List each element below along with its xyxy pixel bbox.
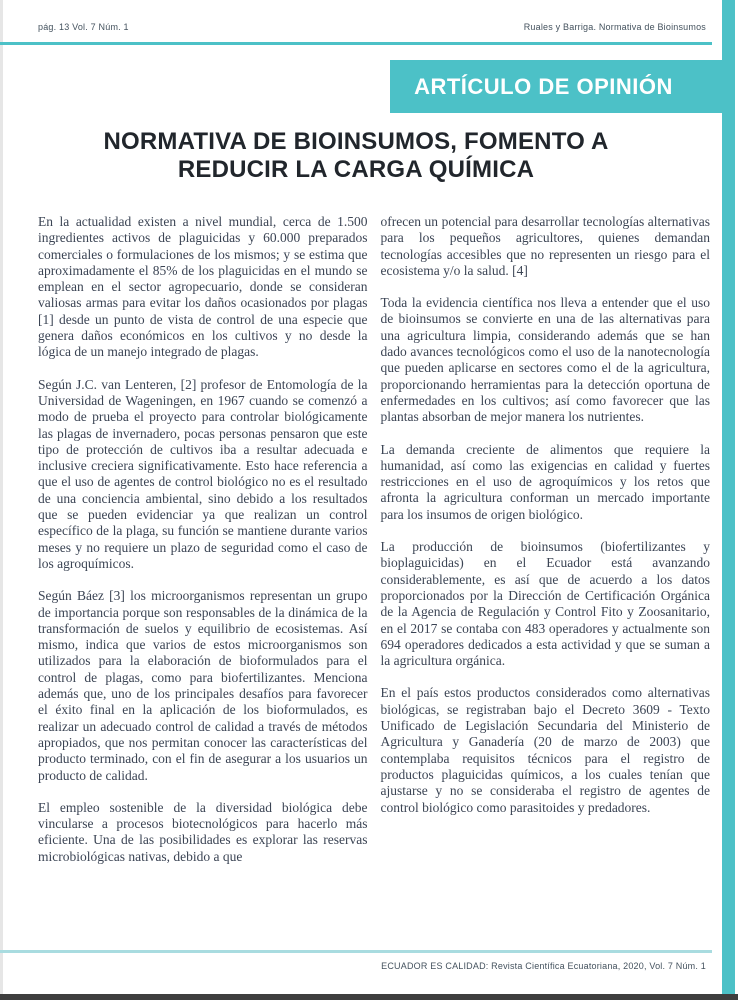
paragraph: El empleo sostenible de la diversidad biológica debe vincularse a procesos biotecnológicos para hacerlo más eficiente. Una de las posibilidades es explorar las reservas microbiológicas nativas, debido a que — [38, 799, 368, 864]
paragraph: Según J.C. van Lenteren, [2] profesor de Entomología de la Universidad de Wageningen, en 1967 cuando se comenzó a modo de prueba el proyecto para controlar biológicamente las plagas de invernadero, pocas personas pensaron que este tipo de protección de cultivos iba a resultar adecuada e inclusive creciera significativamente. Esto hace referencia a que el uso de agentes de control biológico no es el resultado de una conciencia ambiental, sino debido a los resultados que se pueden evidenciar ya que realizan un control específico de la plaga, su función se mantiene durante varios meses y no requiere un plazo de seguridad como el caso de los agroquímicos. — [38, 376, 368, 571]
paragraph: La producción de bioinsumos (biofertilizantes y bioplaguicidas) en el Ecuador está avanzando considerablemente, es así que de acuerdo a los datos proporcionados por la Dirección de Certificación Orgánica de la Agencia de Regulación y Control Fito y Zoosanitario, en el 2017 se contaba con 483 operadores y actualmente son 694 operadores dedicados a esta actividad y que se suman a la agricultura orgánica. — [380, 539, 710, 669]
page-header — [38, 22, 706, 32]
footer-rule — [0, 950, 712, 953]
page-bottom-edge — [0, 994, 738, 1000]
paragraph: ofrecen un potencial para desarrollar tecnologías alternativas para los pequeños agricultores, quienes demandan tecnologías accesibles que no representen un riesgo para el ecosistema y/o la salud. [4] — [380, 214, 710, 278]
footer-citation: ECUADOR ES CALIDAD: Revista Científica Ecuatoriana, 2020, Vol. 7 Núm. 1 — [381, 961, 706, 971]
paragraph: En el país estos productos considerados como alternativas biológicas, se registraban bajo el Decreto 3609 - Texto Unificado de Legislación Secundaria del Ministerio de Agricultura y Ganadería (20 de marzo de 2003) que contemplaba requisitos técnicos para el registro de productos plaguicidas químicos, a los cuales tenían que ajustarse y no se consideraba el registro de agentes de control biológico como parasitoides y predadores. — [380, 685, 710, 815]
header-page-info: pág. 13 Vol. 7 Núm. 1 — [38, 22, 129, 32]
article-type-label: ARTÍCULO DE OPINIÓN — [414, 73, 673, 99]
paragraph: La demanda creciente de alimentos que requiere la humanidad, así como las exigencias en calidad y fuertes restricciones en el uso de agroquímicos y los retos que afronta la agricultura conforman un mercado importante para los insumos de origen biológico. — [380, 441, 710, 522]
article-body — [38, 214, 710, 881]
paragraph: Según Báez [3] los microorganismos representan un grupo de importancia porque son responsables de la dinámica de la transformación de suelos y equilibrio de ecosistemas. Así mismo, indica que varios de estos microorganismos son utilizados para la elaboración de bioformulados para el control de plagas, como para biofertilizantes. Menciona además que, uno de los principales desafíos para favorecer el éxito final en la aplicación de los bioformulados, es realizar un adecuado control de calidad a través de métodos apropiados, que nos permitan conocer las características del producto terminado, con el fin de asegurar a los usuarios un producto de calidad. — [38, 588, 368, 783]
accent-side-bar — [722, 0, 735, 994]
article-title-line1: NORMATIVA DE BIOINSUMOS, FOMENTO A — [103, 128, 609, 155]
left-column — [38, 214, 368, 881]
header-running-title: Ruales y Barriga. Normativa de Bioinsumos — [523, 22, 706, 32]
page-footer — [38, 961, 706, 971]
header-rule — [0, 42, 712, 45]
paragraph: Toda la evidencia científica nos lleva a entender que el uso de bioinsumos se convierte en una de las alternativas para una agricultura limpia, considerando además que se han dado avances tecnológicos como el uso de la nanotecnología que pueden aplicarse en sectores como el de la agricultura, proporcionando herramientas para la detección oportuna de enfermedades en los cultivos; así como favorecer que las plantas absorban de mejor manera los nutrientes. — [380, 295, 710, 425]
article-title — [0, 128, 712, 184]
article-title-line2: REDUCIR LA CARGA QUÍMICA — [177, 156, 535, 183]
paragraph: En la actualidad existen a nivel mundial, cerca de 1.500 ingredientes activos de plaguicidas y 60.000 preparados comerciales o formulaciones de los mismos; y se estima que aproximadamente el 85% de los plaguicidas en el mundo se emplean en el sector agropecuario, donde se consideran valiosas armas para evitar los daños ocasionados por plagas [1] desde un punto de vista de control de una especie que genera daños económicos en los cultivos y no desde la lógica de un manejo integrado de plagas. — [38, 214, 368, 360]
right-column — [381, 214, 711, 881]
article-type-banner — [390, 60, 735, 113]
